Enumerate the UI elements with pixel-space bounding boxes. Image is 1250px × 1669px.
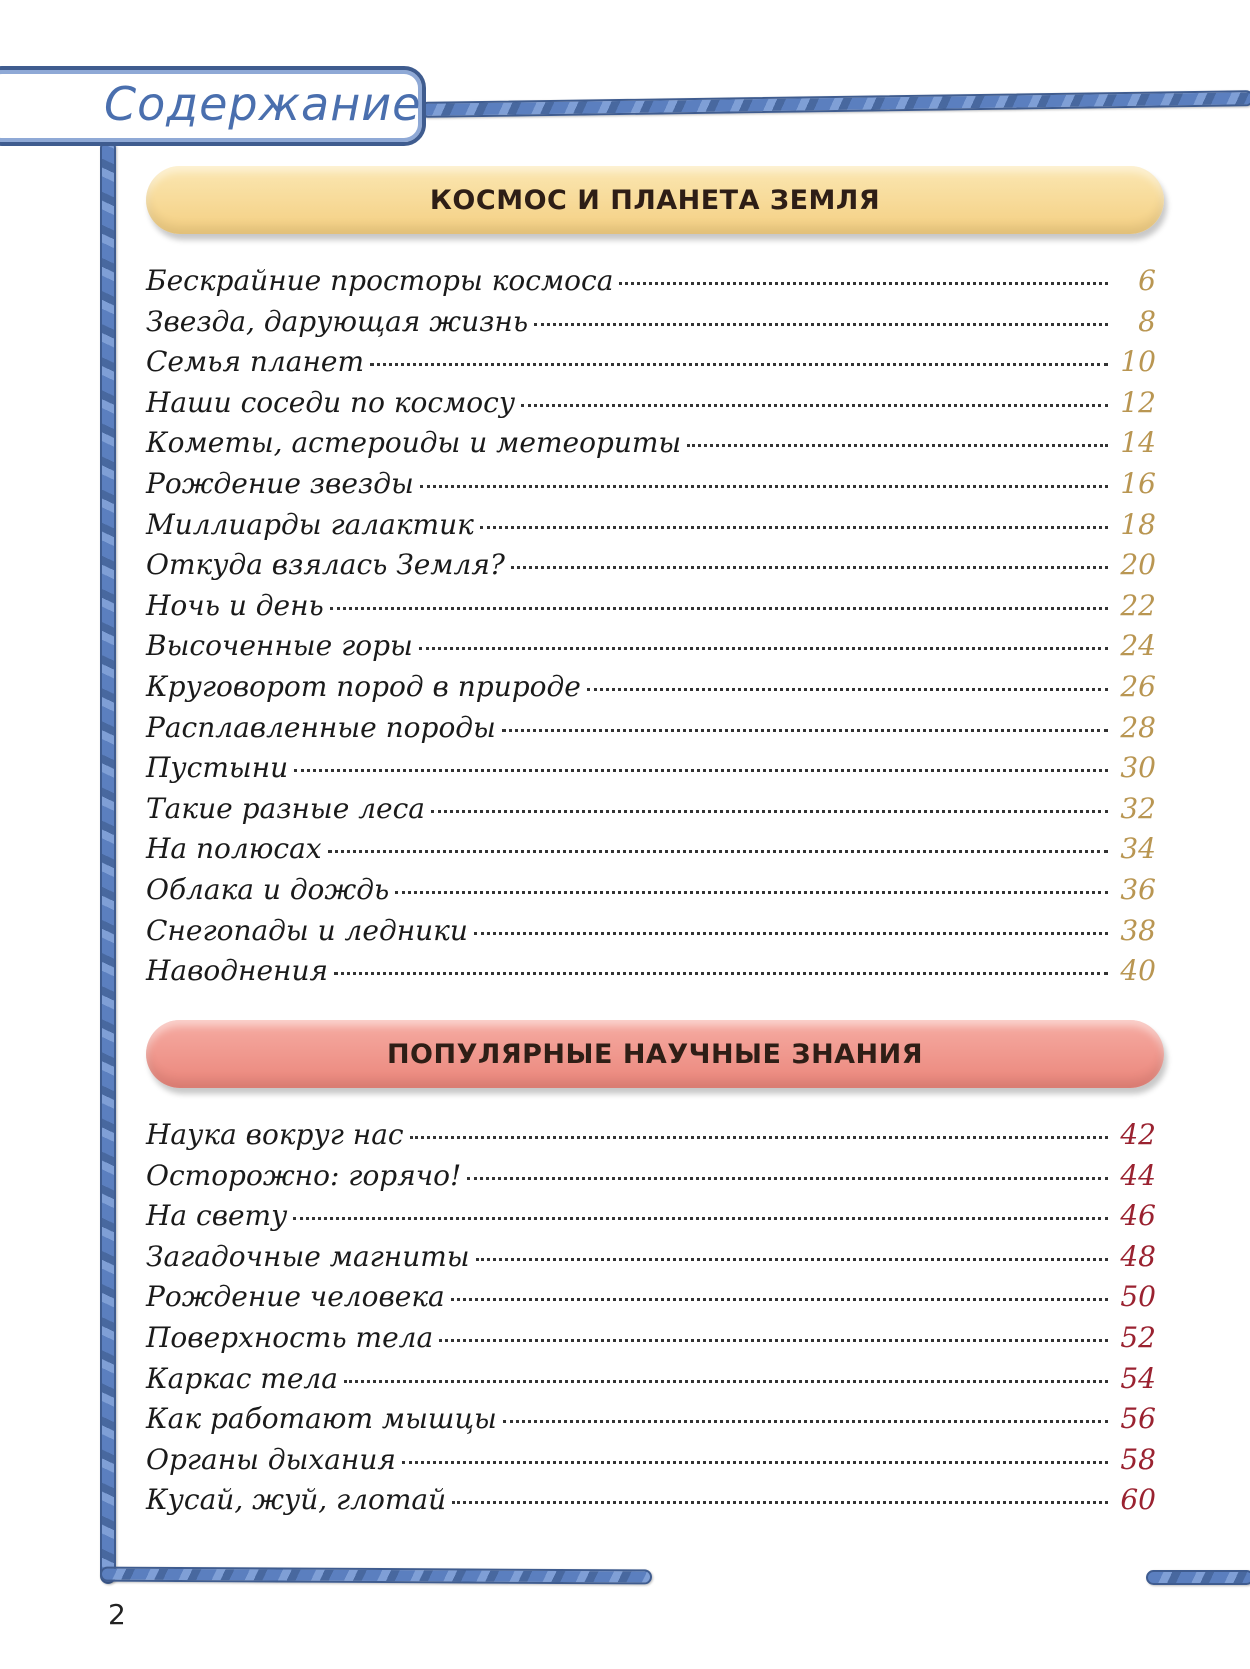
dot-leader: [330, 607, 1108, 610]
toc-entry-title: Поверхность тела: [146, 1320, 434, 1354]
toc-entry-page-number: 10: [1120, 345, 1156, 379]
dot-leader: [293, 1217, 1108, 1220]
dot-leader: [534, 323, 1108, 326]
toc-entry-page-number: 36: [1120, 872, 1156, 906]
toc-entry-page-number: 56: [1120, 1402, 1156, 1436]
toc-entry-title: Осторожно: горячо!: [146, 1158, 462, 1192]
toc-entry-page-number: 28: [1120, 710, 1156, 744]
toc-entry[interactable]: [146, 1280, 1156, 1321]
dot-leader: [476, 1258, 1108, 1261]
toc-entry-page-number: 38: [1120, 913, 1156, 947]
toc-entry-title: Загадочные магниты: [146, 1239, 470, 1273]
toc-entry[interactable]: [146, 792, 1156, 833]
dot-leader: [410, 1136, 1108, 1139]
toc-entry[interactable]: [146, 345, 1156, 386]
toc-entry-title: Кометы, астероиды и метеориты: [146, 426, 682, 460]
toc-entry[interactable]: [146, 914, 1156, 955]
toc-entry[interactable]: [146, 1199, 1156, 1240]
toc-entry[interactable]: [146, 1159, 1156, 1200]
toc-entry-title: Каркас тела: [146, 1361, 338, 1395]
dot-leader: [502, 729, 1108, 732]
toc-entry-page-number: 18: [1120, 507, 1156, 541]
toc-entry-page-number: 12: [1120, 385, 1156, 419]
toc-entry[interactable]: [146, 1240, 1156, 1281]
page-title: Содержание: [104, 77, 422, 131]
toc-entry[interactable]: [146, 426, 1156, 467]
dot-leader: [431, 810, 1108, 813]
toc-entry[interactable]: [146, 670, 1156, 711]
dot-leader: [395, 891, 1108, 894]
toc-entry-title: Откуда взялась Земля?: [146, 548, 505, 582]
dot-leader: [294, 769, 1108, 772]
toc-list-science: [146, 1118, 1156, 1524]
toc-entry-page-number: 24: [1120, 629, 1156, 663]
section-banner-space: КОСМОС И ПЛАНЕТА ЗЕМЛЯ: [146, 166, 1164, 234]
dot-leader: [503, 1420, 1108, 1423]
toc-entry-page-number: 8: [1138, 304, 1156, 338]
toc-entry-title: Наши соседи по космосу: [146, 385, 516, 419]
toc-entry-page-number: 16: [1120, 466, 1156, 500]
toc-entry-title: Пустыни: [146, 751, 289, 785]
toc-entry-title: Расплавленные породы: [146, 710, 496, 744]
toc-entry-page-number: 42: [1120, 1118, 1156, 1151]
toc-entry-title: Как работают мышцы: [146, 1402, 497, 1436]
toc-entry[interactable]: [146, 1402, 1156, 1443]
toc-entry-title: Семья планет: [146, 345, 365, 379]
toc-entry[interactable]: [146, 1321, 1156, 1362]
toc-entry-page-number: 48: [1120, 1239, 1156, 1273]
dot-leader: [480, 526, 1108, 529]
dot-leader: [474, 932, 1108, 935]
toc-entry-page-number: 60: [1120, 1483, 1156, 1517]
toc-entry-page-number: 52: [1120, 1320, 1156, 1354]
rope-border-left: [100, 140, 116, 1584]
toc-entry-page-number: 30: [1120, 751, 1156, 785]
toc-entry[interactable]: [146, 1362, 1156, 1403]
dot-leader: [370, 363, 1108, 366]
toc-entry[interactable]: [146, 751, 1156, 792]
toc-entry-title: На полюсах: [146, 832, 322, 866]
rope-border-bottom-right: [1146, 1570, 1250, 1585]
dot-leader: [687, 444, 1108, 447]
dot-leader: [521, 404, 1108, 407]
toc-entry-page-number: 58: [1120, 1442, 1156, 1476]
toc-entry[interactable]: [146, 954, 1156, 995]
dot-leader: [344, 1380, 1108, 1383]
section-banner-science: ПОПУЛЯРНЫЕ НАУЧНЫЕ ЗНАНИЯ: [146, 1020, 1164, 1088]
toc-entry[interactable]: [146, 832, 1156, 873]
toc-entry-page-number: 14: [1120, 426, 1156, 460]
toc-entry-page-number: 46: [1120, 1199, 1156, 1233]
toc-entry[interactable]: [146, 711, 1156, 752]
toc-entry-page-number: 50: [1120, 1280, 1156, 1314]
toc-entry-page-number: 26: [1120, 669, 1156, 703]
dot-leader: [587, 688, 1108, 691]
toc-entry-page-number: 40: [1120, 954, 1156, 988]
dot-leader: [439, 1339, 1108, 1342]
toc-entry-page-number: 34: [1120, 832, 1156, 866]
toc-entry[interactable]: [146, 305, 1156, 346]
toc-entry-title: Рождение звезды: [146, 466, 414, 500]
toc-entry[interactable]: [146, 1443, 1156, 1484]
page-number: 2: [108, 1598, 126, 1631]
toc-entry[interactable]: [146, 873, 1156, 914]
toc-entry-page-number: 20: [1120, 548, 1156, 582]
toc-entry[interactable]: [146, 508, 1156, 549]
dot-leader: [419, 647, 1108, 650]
toc-entry[interactable]: [146, 1483, 1156, 1524]
toc-entry[interactable]: [146, 589, 1156, 630]
dot-leader: [334, 972, 1108, 975]
toc-entry-title: Органы дыхания: [146, 1442, 396, 1476]
toc-entry-title: Рождение человека: [146, 1280, 445, 1314]
rope-border-bottom-left: [100, 1567, 652, 1585]
toc-entry[interactable]: [146, 548, 1156, 589]
toc-entry-title: Наука вокруг нас: [146, 1118, 404, 1151]
toc-entry-title: Бескрайние просторы космоса: [146, 264, 614, 297]
toc-entry-title: На свету: [146, 1199, 288, 1233]
toc-entry-page-number: 32: [1120, 791, 1156, 825]
toc-entry-page-number: 54: [1120, 1361, 1156, 1395]
dot-leader: [619, 282, 1108, 285]
dot-leader: [451, 1298, 1108, 1301]
dot-leader: [452, 1501, 1108, 1504]
toc-entry-title: Высоченные горы: [146, 629, 413, 663]
toc-entry[interactable]: [146, 467, 1156, 508]
toc-entry-title: Кусай, жуй, глотай: [146, 1483, 447, 1517]
toc-entry[interactable]: [146, 264, 1156, 305]
toc-entry-title: Круговорот пород в природе: [146, 669, 581, 703]
dot-leader: [420, 485, 1108, 488]
toc-entry-title: Звезда, дарующая жизнь: [146, 304, 529, 338]
toc-entry-title: Снегопады и ледники: [146, 913, 468, 947]
toc-list-space: [146, 264, 1156, 995]
toc-entry-title: Миллиарды галактик: [146, 507, 474, 541]
toc-entry-title: Ночь и день: [146, 588, 324, 622]
toc-entry-page-number: 22: [1120, 588, 1156, 622]
dot-leader: [511, 566, 1108, 569]
toc-entry-page-number: 6: [1138, 264, 1156, 297]
toc-entry-page-number: 44: [1120, 1158, 1156, 1192]
toc-entry-title: Такие разные леса: [146, 791, 425, 825]
toc-entry-title: Облака и дождь: [146, 872, 390, 906]
toc-entry[interactable]: [146, 1118, 1156, 1159]
dot-leader: [467, 1177, 1108, 1180]
dot-leader: [402, 1461, 1108, 1464]
toc-entry[interactable]: [146, 386, 1156, 427]
toc-entry[interactable]: [146, 629, 1156, 670]
rope-border-top: [420, 90, 1250, 118]
toc-entry-title: Наводнения: [146, 954, 329, 988]
dot-leader: [328, 850, 1108, 853]
